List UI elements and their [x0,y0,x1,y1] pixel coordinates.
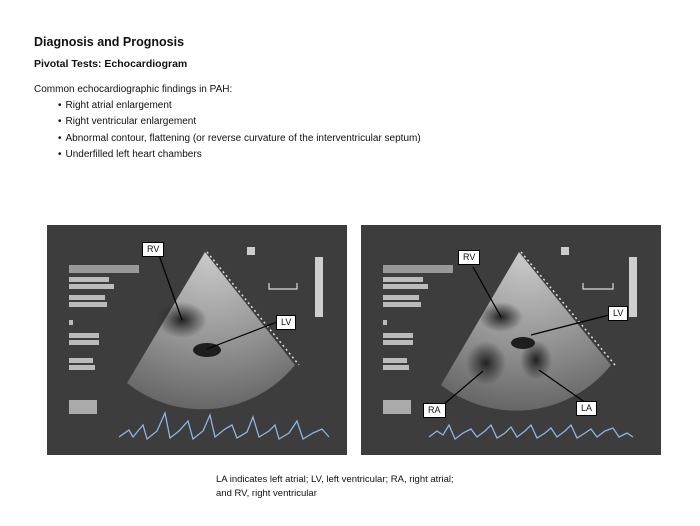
section-subtitle: Pivotal Tests: Echocardiogram [34,58,188,70]
echo-image-right [361,225,661,455]
findings-list [58,98,421,163]
finding-item: • Abnormal contour, flattening (or reverse curvature of the interventricular septum) [58,131,421,147]
echo-illustration-right [361,225,661,455]
page-title: Diagnosis and Prognosis [34,35,185,49]
label-rv: RV [142,242,164,257]
finding-item: • Underfilled left heart chambers [58,147,421,163]
findings-intro: Common echocardiographic findings in PAH: [34,84,233,95]
label-lv: LV [608,306,628,321]
caption-line-2: and RV, right ventricular [216,488,317,499]
caption-line-1: LA indicates left atrial; LV, left ventricular; RA, right atrial; [216,474,454,485]
echo-image-left [47,225,347,455]
label-lv: LV [276,315,296,330]
label-rv: RV [458,250,480,265]
figure-caption [216,473,454,501]
finding-item: • Right ventricular enlargement [58,114,421,130]
finding-item: • Right atrial enlargement [58,98,421,114]
echo-illustration-left [47,225,347,455]
label-la: LA [576,401,597,416]
label-ra: RA [423,403,446,418]
